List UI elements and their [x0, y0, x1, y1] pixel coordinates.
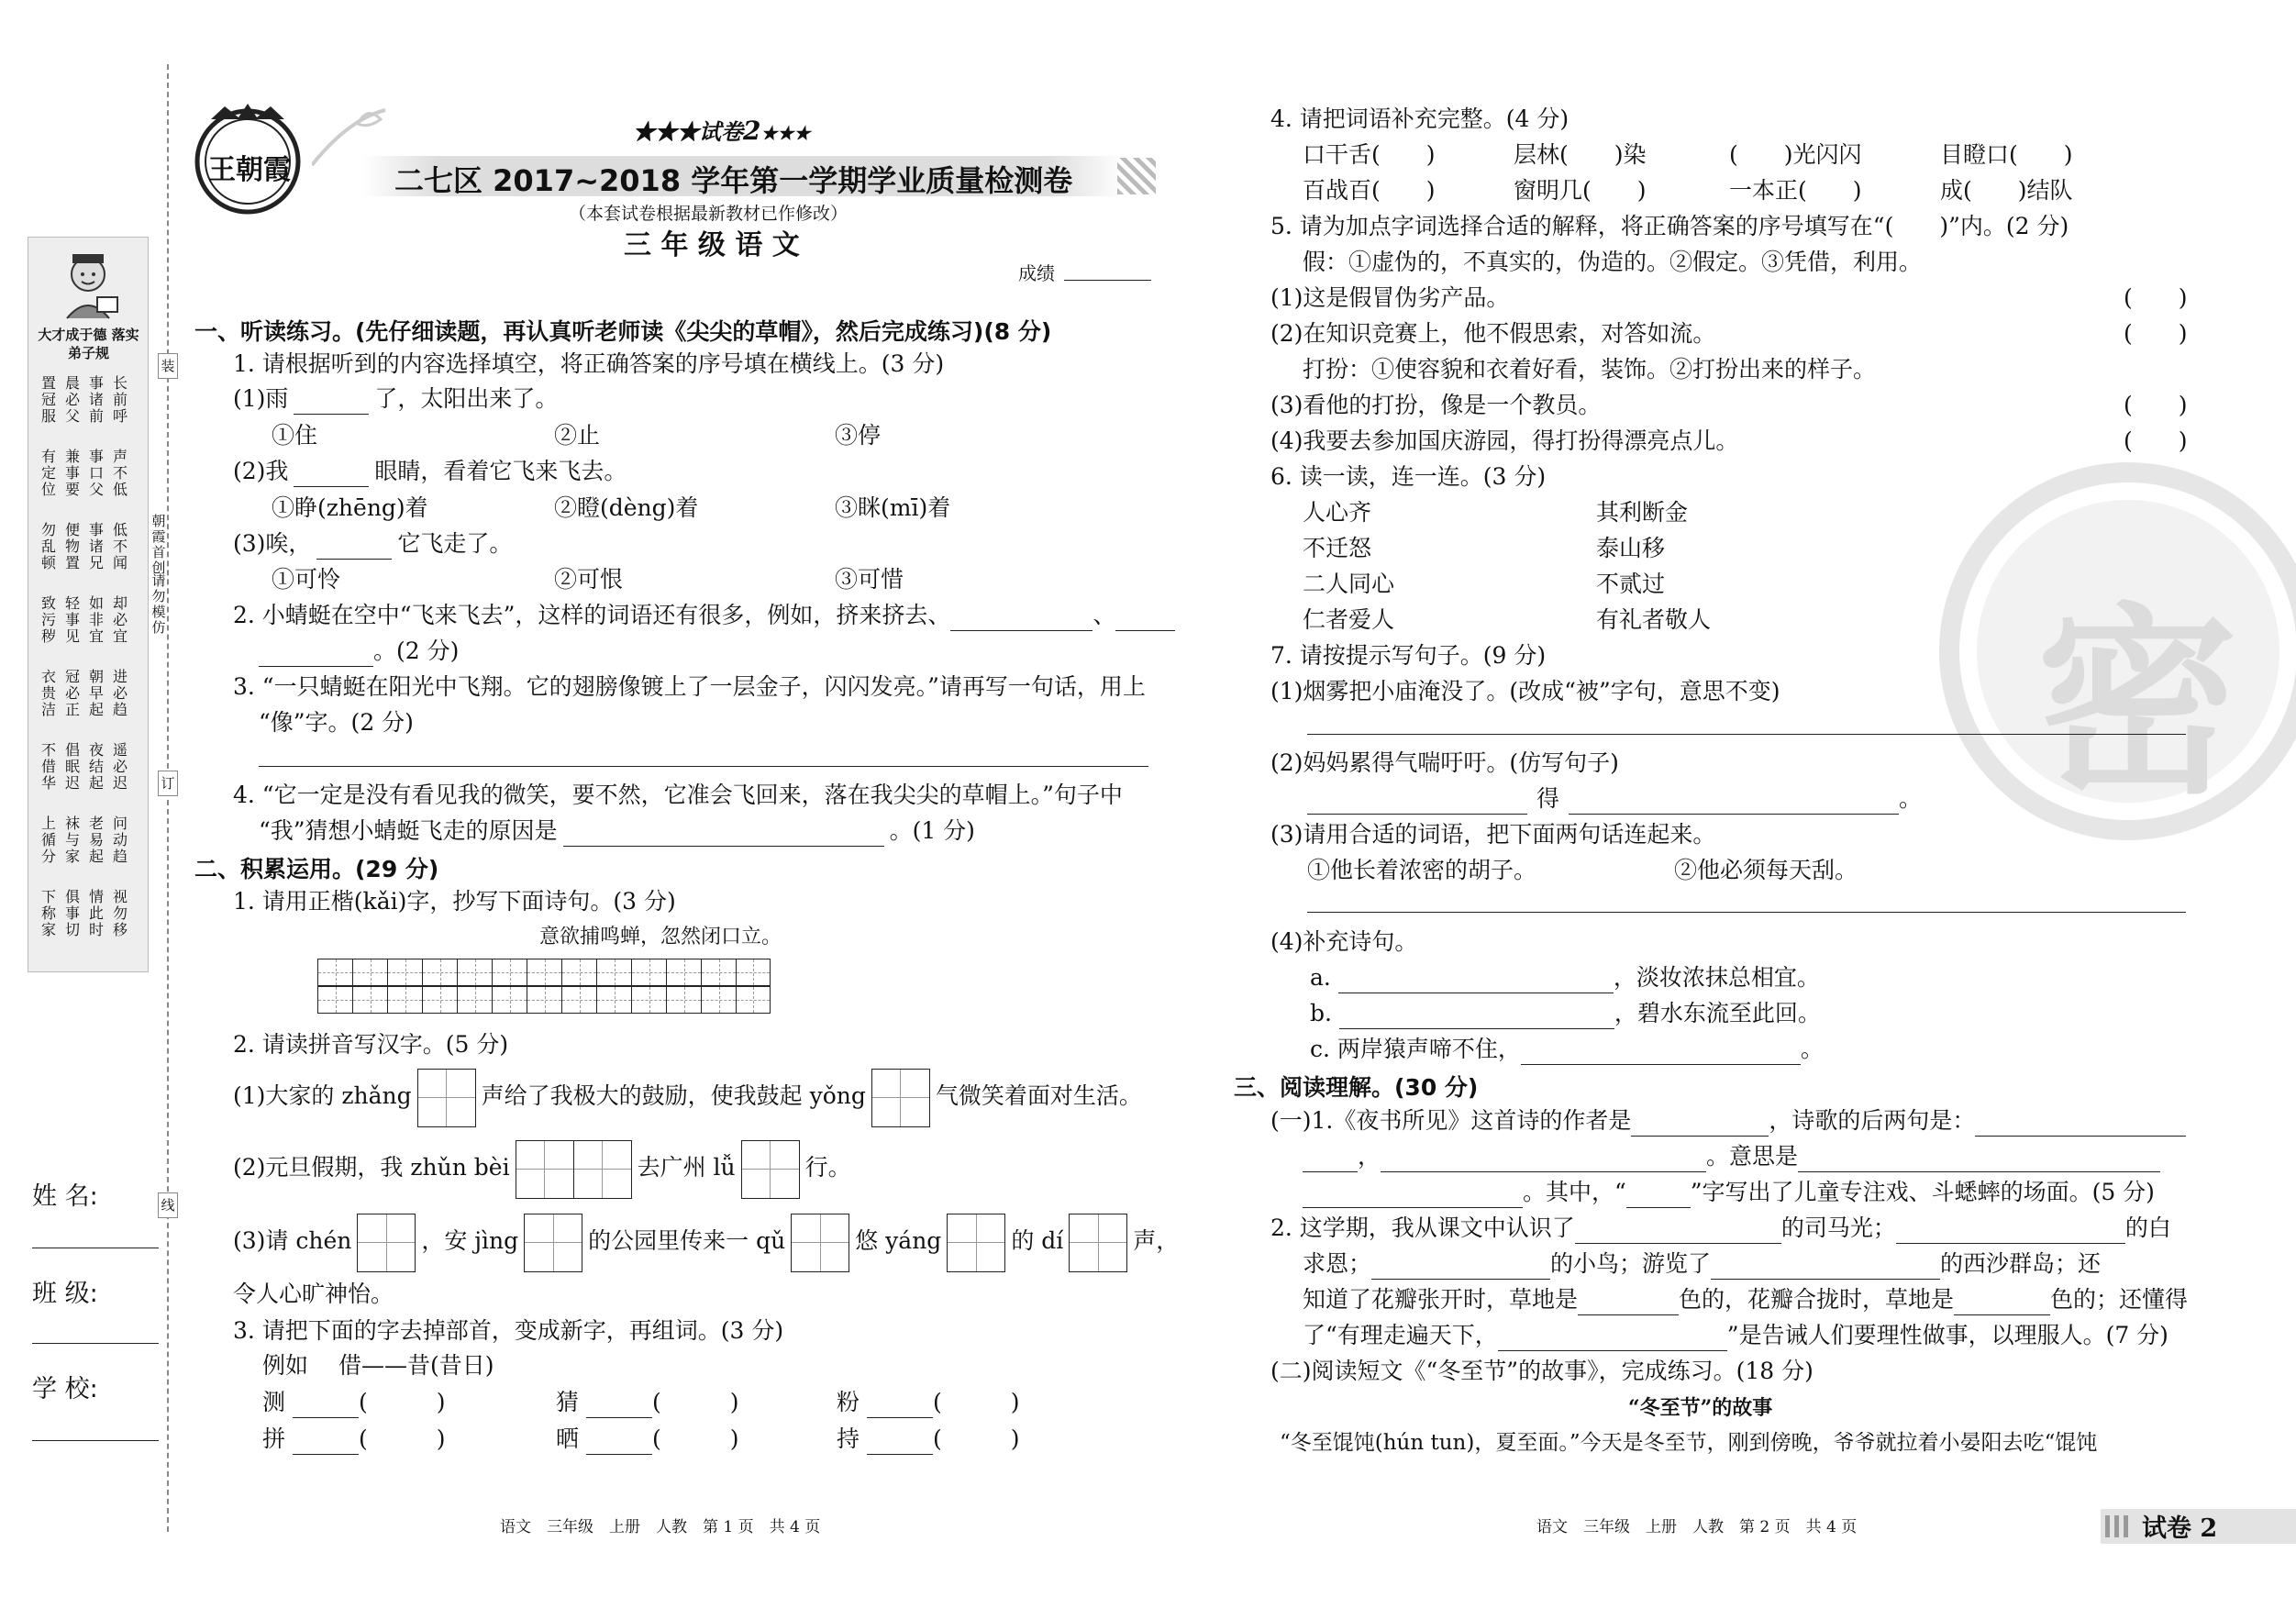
r-r2-blank-1[interactable]	[1575, 1219, 1781, 1244]
pinyin-box-zhang[interactable]	[417, 1069, 476, 1127]
p1-prompt: 1. 请用正楷(kǎi)字，抄写下面诗句。(3 分)	[233, 888, 676, 915]
p3-example: 例如 借——昔(昔日)	[262, 1352, 494, 1379]
q3-line-1: 3. “一只蜻蜓在阳光中飞翔。它的翅膀像镀上了一层金子，闪闪发亮。”请再写一句话，用上	[233, 673, 1146, 700]
vertical-note-1: 朝霞首创	[151, 513, 166, 576]
p3-blank[interactable]	[586, 1393, 652, 1418]
pinyin-box-yang[interactable]	[947, 1214, 1005, 1272]
exam-title: 二七区 2017~2018 学年第一学期学业质量检测卷	[394, 163, 1073, 198]
motto-column: 倡眠迟	[65, 741, 81, 792]
badge-number: 2	[743, 116, 761, 146]
exam-subtitle: （本套试卷根据最新教材已作修改）	[569, 204, 849, 224]
q1-1-opt-1: ①住	[272, 422, 318, 449]
r-q5-1-answer[interactable]: ( )	[2124, 284, 2188, 311]
p3-item-1: 测 ( )	[262, 1387, 445, 1418]
writing-grid-cell[interactable]	[317, 959, 352, 986]
motto-column: 袜与家	[65, 815, 81, 865]
writing-grid-cell[interactable]	[596, 959, 631, 986]
motto-column: 夜结起	[89, 741, 105, 792]
r-q7-4a-prefix: a.	[1310, 964, 1331, 991]
vertical-note-2: 请勿模仿	[151, 572, 166, 636]
p3-blank[interactable]	[293, 1430, 359, 1455]
motto-column: 朝早起	[89, 668, 105, 718]
q4-blank[interactable]	[563, 822, 884, 847]
r-q7-4c-blank[interactable]	[1521, 1040, 1801, 1065]
motto-column: 情此时	[89, 888, 105, 938]
r-r1-blank-cont[interactable]	[1303, 1148, 1358, 1172]
q2-blank-2[interactable]	[1115, 606, 1175, 631]
r-r2-line-4	[1303, 1320, 2168, 1351]
p3-blank[interactable]	[867, 1393, 933, 1418]
motto-column: 长前呼	[113, 374, 128, 425]
writing-grid-cell[interactable]	[527, 986, 561, 1014]
q1-3-text-b: 它飞走了。	[397, 530, 513, 557]
r-q7-4b-prefix: b.	[1310, 1000, 1332, 1026]
r-q7-2: (2)妈妈累得气喘吁吁。(仿写句子)	[1270, 749, 1619, 776]
r-q7-1-answer-line[interactable]	[1307, 734, 2186, 735]
p3-char: 猜	[556, 1389, 580, 1415]
r-q5-prompt: 5. 请为加点字词选择合适的解释，将正确答案的序号填写在“( )”内。(2 分)	[1270, 213, 2069, 239]
watermark-char: 密	[2036, 583, 2239, 821]
r-q4-prompt: 4. 请把词语补充完整。(4 分)	[1270, 105, 1569, 132]
badge-stars-left: ★★★试卷	[633, 118, 743, 145]
r-r2-blank-4[interactable]	[1711, 1255, 1940, 1280]
q4-line-2	[259, 815, 975, 847]
r-r1-text-f: ”字写出了儿童专注戏、斗蟋蟀的场面。(5 分)	[1690, 1179, 2155, 1205]
motto-column: 问动趋	[113, 815, 128, 865]
q3-line-2: “像”字。(2 分)	[259, 709, 414, 736]
motto-column: 下称家	[41, 888, 57, 938]
p2-3-text-f: 声，	[1133, 1227, 1180, 1254]
r-r2-text-a: 2. 这学期，我从课文中认识了	[1270, 1214, 1575, 1241]
writing-grid-row-2	[317, 986, 771, 1014]
writing-grid[interactable]	[317, 959, 771, 1014]
pinyin-box-bei[interactable]	[573, 1140, 632, 1199]
writing-grid-cell[interactable]	[352, 986, 387, 1014]
p2-3-cont: 令人心旷神怡。	[233, 1281, 394, 1307]
r-q6-left-4[interactable]: 仁者爱人	[1303, 606, 1395, 633]
writing-grid-cell[interactable]	[736, 986, 771, 1014]
r-q7-3-a: ①他长着浓密的胡子。	[1307, 857, 1537, 883]
motto-column: 低不闻	[113, 521, 128, 571]
q1-3-blank[interactable]	[316, 535, 392, 560]
logo-text: 王朝霞	[208, 154, 291, 186]
r-q7-1: (1)烟雾把小庙淹没了。(改成“被”字句，意思不变)	[1270, 678, 1780, 704]
q4-text-c: 。(1 分)	[889, 817, 975, 844]
r-r2-text-h: 色的，花瓣合拢时，草地是	[1679, 1286, 1955, 1313]
q1-3-text-a: (3)唉，	[233, 530, 312, 557]
q1-2-opt-3: ③眯(mī)着	[835, 494, 951, 521]
r-q6-prompt: 6. 读一读，连一连。(3 分)	[1270, 463, 1547, 490]
q1-2-text-b: 眼睛，看着它飞来飞去。	[374, 458, 627, 484]
r-q5-3: (3)看他的打扮，像是一个教员。	[1270, 392, 1602, 418]
p2-3-text-e: 的 dí	[1011, 1227, 1064, 1254]
r-r2-text-c: 的白	[2124, 1214, 2171, 1241]
name-label: 姓 名:	[32, 1182, 98, 1211]
p2-prompt: 2. 请读拼音写汉字。(5 分)	[233, 1031, 509, 1058]
motto-column: 老易起	[89, 815, 105, 865]
r-r1-blank-meaning[interactable]	[1798, 1148, 2160, 1172]
p3-char: 粉	[837, 1389, 860, 1415]
q1-1	[233, 383, 558, 415]
r-q6-left-1[interactable]: 人心齐	[1303, 499, 1372, 526]
motto-column: 有定位	[41, 448, 57, 498]
footer-right: 语文 三年级 上册 人教 第 2 页 共 4 页	[1536, 1518, 1858, 1536]
q1-2-opt-1: ①睁(zhēng)着	[272, 494, 428, 521]
r-q5-1: (1)这是假冒伪劣产品。	[1270, 284, 1510, 311]
r-r1-line-1	[1270, 1105, 2186, 1137]
r-q6-left-2[interactable]: 不迁怒	[1303, 535, 1372, 561]
r-q7-3-answer-line[interactable]	[1307, 912, 2186, 913]
r-r2-blank-3[interactable]	[1371, 1255, 1550, 1280]
pinyin-box-chen[interactable]	[357, 1214, 416, 1272]
motto-column: 兼事要	[65, 448, 81, 498]
story-title: “冬至节”的故事	[1628, 1396, 1773, 1420]
writing-grid-cell[interactable]	[701, 959, 736, 986]
p3-item-5: 晒 ( )	[556, 1424, 738, 1455]
r-q7-4a-text: ，淡妆浓抹总相宜。	[1613, 964, 1820, 991]
r-r1-blank-line4[interactable]	[1381, 1148, 1706, 1172]
p2-1-text-c: 气微笑着面对生活。	[935, 1082, 1142, 1109]
q4-text-b: “我”猜想小蜻蜓飞走的原因是	[259, 817, 558, 844]
writing-grid-cell[interactable]	[492, 986, 527, 1014]
r-q5-3-answer[interactable]: ( )	[2124, 392, 2188, 418]
r-r2-text-j: 了“有理走遍天下，	[1303, 1322, 1498, 1348]
grade-subject: 三 年 级 语 文	[624, 229, 800, 261]
r-r3-prompt: (二)阅读短文《“冬至节”的故事》，完成练习。(18 分)	[1270, 1358, 1814, 1384]
story-first-line: “冬至馄饨(hún tun)，夏至面。”今天是冬至节，刚到傍晚，爷爷就拉着小晏阳去吃“馄饨	[1280, 1431, 2098, 1455]
p3-blank[interactable]	[586, 1430, 652, 1455]
r-r1-text-b: ，诗歌的后两句是：	[1769, 1107, 1976, 1134]
r-q7-2-blank-2[interactable]	[1569, 790, 1899, 815]
p2-3	[233, 1213, 1179, 1272]
q1-3-opt-3: ③可惜	[835, 566, 904, 593]
motto-column: 晨必父	[65, 374, 81, 425]
p2-2-text-b: 去广州 lǚ	[637, 1154, 736, 1181]
r-q5-2-answer[interactable]: ( )	[2124, 320, 2188, 347]
r-q4-r2-4[interactable]: 成( )结队	[1940, 177, 2073, 204]
motto-column: 置冠服	[41, 374, 57, 425]
r-q7-3-b: ②他必须每天刮。	[1674, 857, 1858, 883]
scholar-illustration	[47, 247, 129, 320]
class-field[interactable]	[32, 1343, 159, 1344]
writing-grid-cell[interactable]	[666, 959, 701, 986]
writing-grid-cell[interactable]	[561, 986, 596, 1014]
r-q5-2: (2)在知识竞赛上，他不假思索，对答如流。	[1270, 320, 1716, 347]
r-r1-text-e: 。其中，“	[1523, 1179, 1626, 1205]
r-q4-r2-3[interactable]: 一本正( )	[1729, 177, 1862, 204]
title-band-pattern	[1117, 158, 1156, 194]
q1-2-opt-2: ②瞪(dèng)着	[554, 494, 699, 521]
r-q7-4b-blank[interactable]	[1339, 1004, 1614, 1029]
school-label: 学 校:	[32, 1375, 98, 1403]
motto-column: 便物置	[65, 521, 81, 571]
r-r1-blank-meaning-cont[interactable]	[1303, 1183, 1523, 1208]
motto-column: 勿乱顿	[41, 521, 57, 571]
r-r2-line-2	[1303, 1248, 2101, 1280]
p2-3-text-a: (3)请 chén	[233, 1227, 352, 1254]
p2-1-text-b: 声给了我极大的鼓励，使我鼓起 yǒng	[481, 1082, 866, 1109]
r-r1-line-2	[1303, 1141, 2160, 1172]
writing-grid-cell[interactable]	[422, 959, 457, 986]
q1-2-blank[interactable]	[294, 462, 369, 487]
r-r1-text-c: ，	[1358, 1143, 1381, 1170]
r-r2-text-k: ”是告诫人们要理性做事，以理服人。(7 分)	[1726, 1322, 2168, 1348]
brand-logo	[188, 99, 307, 218]
r-r2-blank-6[interactable]	[1954, 1291, 2050, 1315]
score-label: 成绩	[1018, 262, 1055, 284]
p2-3-text-b: ，安 jìng	[421, 1227, 519, 1254]
section-1-title: 一、听读练习。(先仔细读题，再认真听老师读《尖尖的草帽》，然后完成练习)(8 分)	[194, 318, 1052, 345]
r-q7-2-de: 得	[1536, 785, 1560, 812]
r-q4-r1-3[interactable]: ( )光闪闪	[1729, 141, 1862, 168]
r-q7-3: (3)请用合适的词语，把下面两句话连起来。	[1270, 821, 1716, 848]
pinyin-box-di[interactable]	[1069, 1214, 1127, 1272]
q3-answer-line[interactable]	[259, 766, 1148, 767]
p3-blank[interactable]	[293, 1393, 359, 1418]
r-q5-def-jia: 假：①虚伪的，不真实的，伪造的。②假定。③凭借，利用。	[1303, 249, 1923, 275]
motto-column: 衣贵洁	[41, 668, 57, 718]
r-q7-4b	[1310, 998, 1821, 1029]
q2-text-b: 。(2 分)	[373, 638, 460, 664]
r-q7-4c: c. 两岸猿声啼不住， 。	[1310, 1034, 1824, 1065]
r-q7-4b-text: ，碧水东流至此回。	[1614, 1000, 1821, 1026]
r-q7-prompt: 7. 请按提示写句子。(9 分)	[1270, 642, 1547, 669]
section-3-title: 三、阅读理解。(30 分)	[1234, 1074, 1479, 1101]
writing-grid-cell[interactable]	[387, 986, 422, 1014]
motto-column: 不借华	[41, 741, 57, 792]
r-r2-blank-7[interactable]	[1498, 1326, 1727, 1351]
poem-line: 意欲捕鸣蝉，忽然闭口立。	[539, 926, 782, 948]
r-r2-blank-2[interactable]	[1896, 1219, 2125, 1244]
footer-tag-pattern	[2105, 1515, 2133, 1537]
q1-1-text-a: (1)雨	[233, 385, 289, 412]
p2-3-text-c: 的公园里传来一 qǔ	[588, 1227, 786, 1254]
pinyin-box-jing[interactable]	[524, 1214, 582, 1272]
r-q7-4a	[1310, 962, 1820, 993]
r-q4-r2-1[interactable]: 百战百( )	[1303, 177, 1436, 204]
q2-text-a: 2. 小蜻蜓在空中“飞来飞去”，这样的词语还有很多，例如，挤来挤去、	[233, 602, 951, 628]
r-r2-text-d: 求恩；	[1303, 1250, 1372, 1277]
motto-column: 遥必迟	[113, 741, 128, 792]
score-field[interactable]	[1064, 280, 1151, 281]
writing-grid-cell[interactable]	[457, 959, 492, 986]
pinyin-box-zhun[interactable]	[516, 1140, 574, 1199]
r-q5-4: (4)我要去参加国庆游园，得打扮得漂亮点儿。	[1270, 427, 1739, 454]
p3-char: 拼	[262, 1425, 286, 1452]
writing-grid-cell[interactable]	[457, 986, 492, 1014]
r-q6-right-4[interactable]: 有礼者敬人	[1596, 606, 1712, 633]
motto-column: 如非宜	[89, 594, 105, 645]
writing-grid-cell[interactable]	[631, 986, 666, 1014]
motto-column: 俱事切	[65, 888, 81, 938]
p2-2-text-c: 行。	[804, 1154, 851, 1181]
writing-grid-row-1	[317, 959, 771, 986]
p3-char: 测	[262, 1389, 286, 1415]
r-q7-2-fill: 得 。	[1307, 783, 1922, 815]
motto-column: 事诸兄	[89, 521, 105, 571]
motto-column: 致污秽	[41, 594, 57, 645]
writing-grid-cell[interactable]	[492, 959, 527, 986]
motto-column: 视勿移	[113, 888, 128, 938]
r-r2-text-i: 色的；还懂得	[2050, 1286, 2189, 1313]
binding-box-1: 装	[158, 353, 178, 379]
r-q7-4a-blank[interactable]	[1338, 969, 1614, 993]
motto-column: 却必宜	[113, 594, 128, 645]
binding-box-2: 订	[158, 771, 178, 796]
r-q4-r1-2[interactable]: 层林( )染	[1514, 141, 1647, 168]
r-r2-blank-5[interactable]	[1578, 1291, 1679, 1315]
writing-grid-cell[interactable]	[387, 959, 422, 986]
r-r2-text-g: 知道了花瓣张开时，草地是	[1303, 1286, 1579, 1313]
r-q5-4-answer[interactable]: ( )	[2124, 427, 2188, 454]
p3-item-4: 拼 ( )	[262, 1424, 445, 1455]
writing-grid-cell[interactable]	[527, 959, 561, 986]
q1-2-text-a: (2)我	[233, 458, 289, 484]
r-r2-text-f: 的西沙群岛；还	[1940, 1250, 2102, 1277]
binding-box-3: 线	[158, 1192, 178, 1218]
p3-item-3: 粉 ( )	[837, 1387, 1019, 1418]
p3-prompt: 3. 请把下面的字去掉部首，变成新字，再组词。(3 分)	[233, 1317, 784, 1344]
pinyin-box-lv[interactable]	[741, 1140, 800, 1199]
footer-tag: 试卷 2	[2142, 1514, 2218, 1543]
writing-grid-cell[interactable]	[666, 986, 701, 1014]
r-q6-right-2[interactable]: 泰山移	[1596, 535, 1666, 561]
writing-grid-cell[interactable]	[561, 959, 596, 986]
r-q7-4c-text: c. 两岸猿声啼不住，	[1310, 1036, 1521, 1062]
motto-column: 事口父	[89, 448, 105, 498]
r-q4-r1-4[interactable]: 目瞪口( )	[1940, 141, 2073, 168]
writing-grid-cell[interactable]	[631, 959, 666, 986]
writing-grid-cell[interactable]	[317, 986, 352, 1014]
badge-stars-right: ★★★	[760, 122, 811, 144]
r-q5-def-daban: 打扮：①使容貌和衣着好看，装饰。②打扮出来的样子。	[1303, 356, 1877, 383]
r-r2-line-1	[1270, 1213, 2171, 1244]
r-q4-r2-2[interactable]: 窗明几( )	[1514, 177, 1647, 204]
writing-grid-cell[interactable]	[352, 959, 387, 986]
q1-1-opt-3: ③停	[835, 422, 882, 449]
r-q7-4: (4)补充诗句。	[1270, 928, 1418, 955]
p2-1	[233, 1068, 1142, 1127]
school-field[interactable]	[32, 1440, 159, 1441]
writing-grid-cell[interactable]	[701, 986, 736, 1014]
q1-2	[233, 456, 627, 487]
q1-1-blank[interactable]	[294, 390, 369, 415]
r-r1-text-d: 。意思是	[1706, 1143, 1799, 1170]
r-q6-left-3[interactable]: 二人同心	[1303, 571, 1395, 597]
p3-char: 晒	[556, 1425, 580, 1452]
binding-dash-line	[167, 64, 169, 1532]
r-q4-r1-1[interactable]: 口干舌( )	[1303, 141, 1436, 168]
motto-column: 事诸前	[89, 374, 105, 425]
q1-prompt: 1. 请根据听到的内容选择填空，将正确答案的序号填在横线上。(3 分)	[233, 350, 945, 377]
r-q6-right-3[interactable]: 不贰过	[1596, 571, 1666, 597]
writing-grid-cell[interactable]	[736, 959, 771, 986]
q2-cont	[259, 636, 459, 667]
r-q7-2-blank-1[interactable]	[1307, 790, 1527, 815]
p3-item-6: 持 ( )	[837, 1424, 1019, 1455]
motto-banner: 大才成于德 落实弟子规	[38, 327, 139, 361]
pinyin-box-yong[interactable]	[871, 1069, 930, 1127]
p3-blank[interactable]	[867, 1430, 933, 1455]
q1-1-opt-2: ②止	[554, 422, 601, 449]
p3-char: 持	[837, 1425, 860, 1452]
p2-2	[233, 1139, 851, 1199]
r-r2-text-e: 的小鸟；游览了	[1550, 1250, 1712, 1277]
motto-column: 声不低	[113, 448, 128, 498]
q1-3-opt-2: ②可恨	[554, 566, 624, 593]
motto-column: 冠必正	[65, 668, 81, 718]
r-r1-blank-author[interactable]	[1631, 1112, 1769, 1137]
section-2-title: 二、积累运用。(29 分)	[194, 856, 439, 882]
r-r2-line-3	[1303, 1284, 2188, 1315]
class-label: 班 级:	[32, 1280, 98, 1308]
r-r1-text-a: (一)1.《夜书所见》这首诗的作者是	[1270, 1107, 1632, 1134]
r-r1-blank-char[interactable]	[1626, 1183, 1691, 1208]
q2-blank-1[interactable]	[950, 606, 1093, 631]
q1-3	[233, 528, 512, 560]
motto-column: 轻事见	[65, 594, 81, 645]
q1-1-text-b: 了，太阳出来了。	[374, 385, 559, 412]
motto-panel	[28, 237, 149, 972]
ribbon-decoration	[312, 101, 358, 174]
r-r2-text-b: 的司马光；	[1780, 1214, 1896, 1241]
p3-item-2: 猜 ( )	[556, 1387, 738, 1418]
footer-left: 语文 三年级 上册 人教 第 1 页 共 4 页	[500, 1518, 821, 1536]
pinyin-box-qu[interactable]	[791, 1214, 849, 1272]
r-r1-line-3	[1303, 1177, 2155, 1208]
r-q6-right-1[interactable]: 其利断金	[1596, 499, 1689, 526]
p2-2-text-a: (2)元旦假期，我 zhǔn bèi	[233, 1154, 510, 1181]
motto-column: 进必趋	[113, 668, 128, 718]
q4-line-1: 4. “它一定是没有看见我的微笑，要不然，它准会飞回来，落在我尖尖的草帽上。”句子中	[233, 782, 1123, 808]
q2-blank-3[interactable]	[259, 642, 373, 667]
p2-3-text-d: 悠 yáng	[855, 1227, 942, 1254]
q2: 2. 小蜻蜓在空中“飞来飞去”，这样的词语还有很多，例如，挤来挤去、 、	[233, 600, 1175, 631]
r-r1-blank-line3[interactable]	[1975, 1112, 2186, 1137]
exam-badge	[633, 114, 810, 146]
q1-3-opt-1: ①可怜	[272, 566, 341, 593]
writing-grid-cell[interactable]	[422, 986, 457, 1014]
motto-column: 上循分	[41, 815, 57, 865]
p2-1-text-a: (1)大家的 zhǎng	[233, 1082, 412, 1109]
writing-grid-cell[interactable]	[596, 986, 631, 1014]
watermark-seal	[1936, 459, 2296, 844]
